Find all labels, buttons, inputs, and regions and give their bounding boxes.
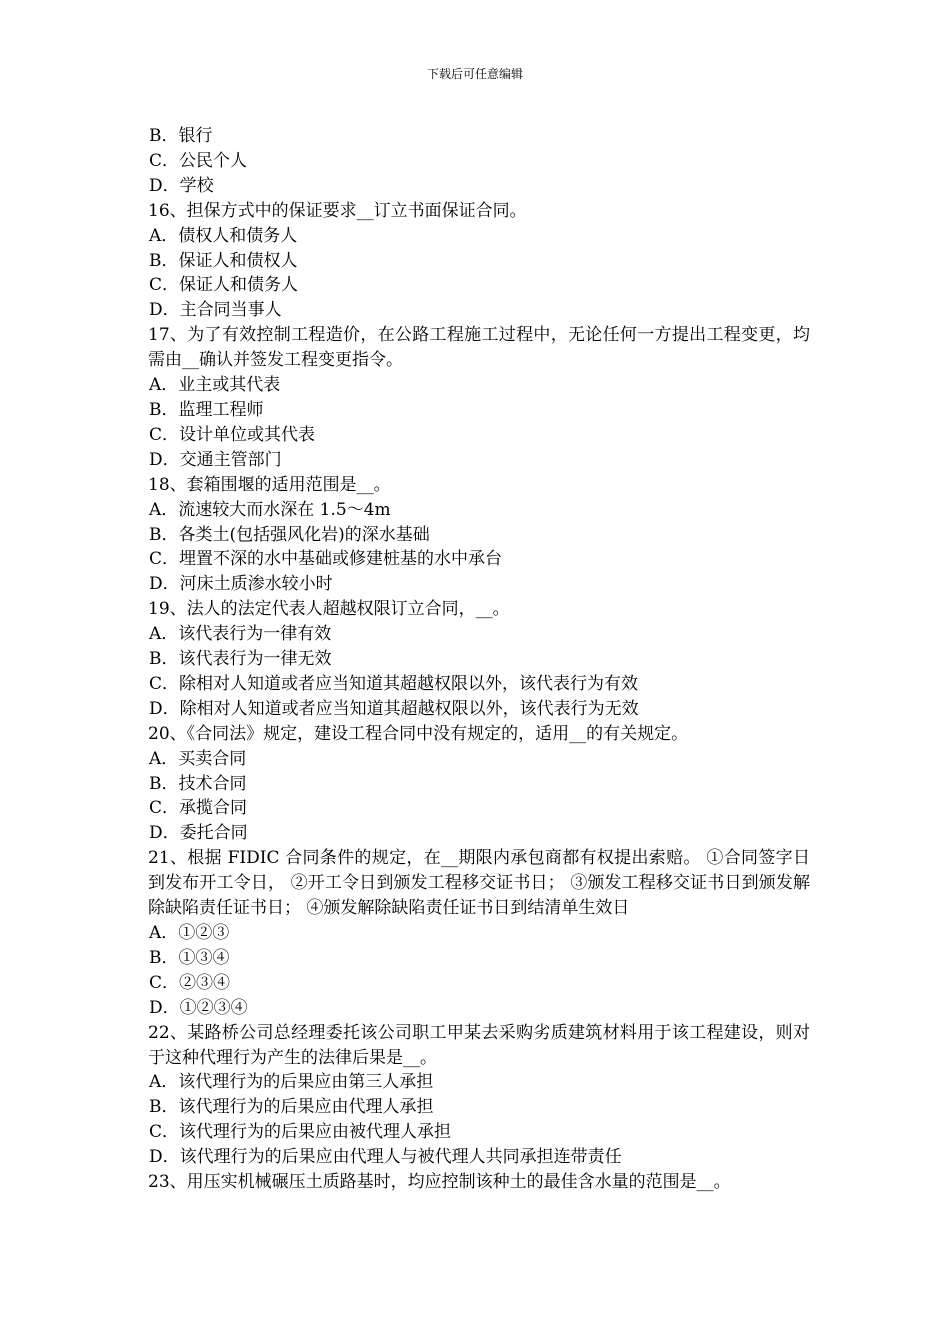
answer-option: D．该代理行为的后果应由代理人与被代理人共同承担连带责任 — [149, 1147, 622, 1168]
answer-option: B．保证人和债权人 — [149, 250, 298, 271]
question-text: 22、某路桥公司总经理委托该公司职工甲某去采购劣质建筑材料用于该工程建设，则对于这种代理行为产生的法律后果是__。 — [148, 1022, 810, 1068]
page-header: 下载后可任意编辑 — [426, 67, 523, 81]
answer-option: A．该代理行为的后果应由第三人承担 — [149, 1072, 434, 1093]
answer-option: C．设计单位或其代表 — [149, 424, 316, 445]
answer-option: A．流速较大而水深在 1.5～4m — [149, 499, 391, 520]
answer-option: C．该代理行为的后果应由被代理人承担 — [149, 1122, 452, 1143]
question-text: 20、《合同法》规定，建设工程合同中没有规定的，适用__的有关规定。 — [148, 723, 689, 744]
answer-option: A．债权人和债务人 — [149, 225, 298, 246]
question-text: 19、法人的法定代表人超越权限订立合同，__。 — [148, 599, 510, 620]
question-text: 21、根据 FIDIC 合同条件的规定，在__期限内承包商都有权提出索赔。 ①合同签字日到发布开工令日， ②开工令日到颁发工程移交证书日； ③颁发工程移交证书日到颁发解除缺陷责任证书日； ④颁发解除缺陷责任证书日到结清单生效日 — [148, 848, 810, 919]
document-body — [148, 124, 810, 1195]
answer-option: A．该代表行为一律有效 — [149, 624, 332, 645]
answer-option: D．主合同当事人 — [149, 300, 282, 321]
answer-option: C．埋置不深的水中基础或修建桩基的水中承台 — [149, 549, 503, 570]
answer-option: B．技术合同 — [149, 773, 247, 794]
answer-option: A．业主或其代表 — [149, 375, 281, 396]
answer-option: A．买卖合同 — [149, 748, 247, 769]
answer-option: D．除相对人知道或者应当知道其超越权限以外，该代表行为无效 — [149, 698, 639, 719]
answer-option: D．河床土质渗水较小时 — [149, 574, 333, 595]
answer-option: B．①③④ — [149, 947, 230, 968]
answer-option: C．除相对人知道或者应当知道其超越权限以外，该代表行为有效 — [149, 673, 639, 694]
answer-option: B．该代理行为的后果应由代理人承担 — [149, 1097, 434, 1118]
answer-option: A．①②③ — [149, 923, 230, 943]
answer-option: C．承揽合同 — [149, 798, 248, 819]
answer-option: D．学校 — [149, 175, 214, 196]
question-text: 16、担保方式中的保证要求__订立书面保证合同。 — [148, 200, 527, 221]
question-text: 18、套箱围堰的适用范围是__。 — [148, 474, 391, 495]
answer-option: B．监理工程师 — [149, 399, 264, 420]
answer-option: D．交通主管部门 — [149, 449, 282, 470]
answer-option: B．该代表行为一律无效 — [149, 649, 332, 670]
answer-option: C．②③④ — [149, 972, 231, 993]
answer-option: D．①②③④ — [149, 997, 248, 1018]
answer-option: C．保证人和债务人 — [149, 275, 299, 296]
question-text: 17、为了有效控制工程造价，在公路工程施工过程中，无论任何一方提出工程变更，均需由__确认并签发工程变更指令。 — [148, 325, 810, 371]
answer-option: B．银行 — [149, 126, 213, 146]
answer-option: D．委托合同 — [149, 823, 248, 844]
answer-option: C．公民个人 — [149, 150, 248, 171]
answer-option: B．各类土(包括强风化岩)的深水基础 — [149, 524, 430, 545]
question-text: 23、用压实机械碾压土质路基时，均应控制该种土的最佳含水量的范围是__。 — [148, 1172, 731, 1193]
